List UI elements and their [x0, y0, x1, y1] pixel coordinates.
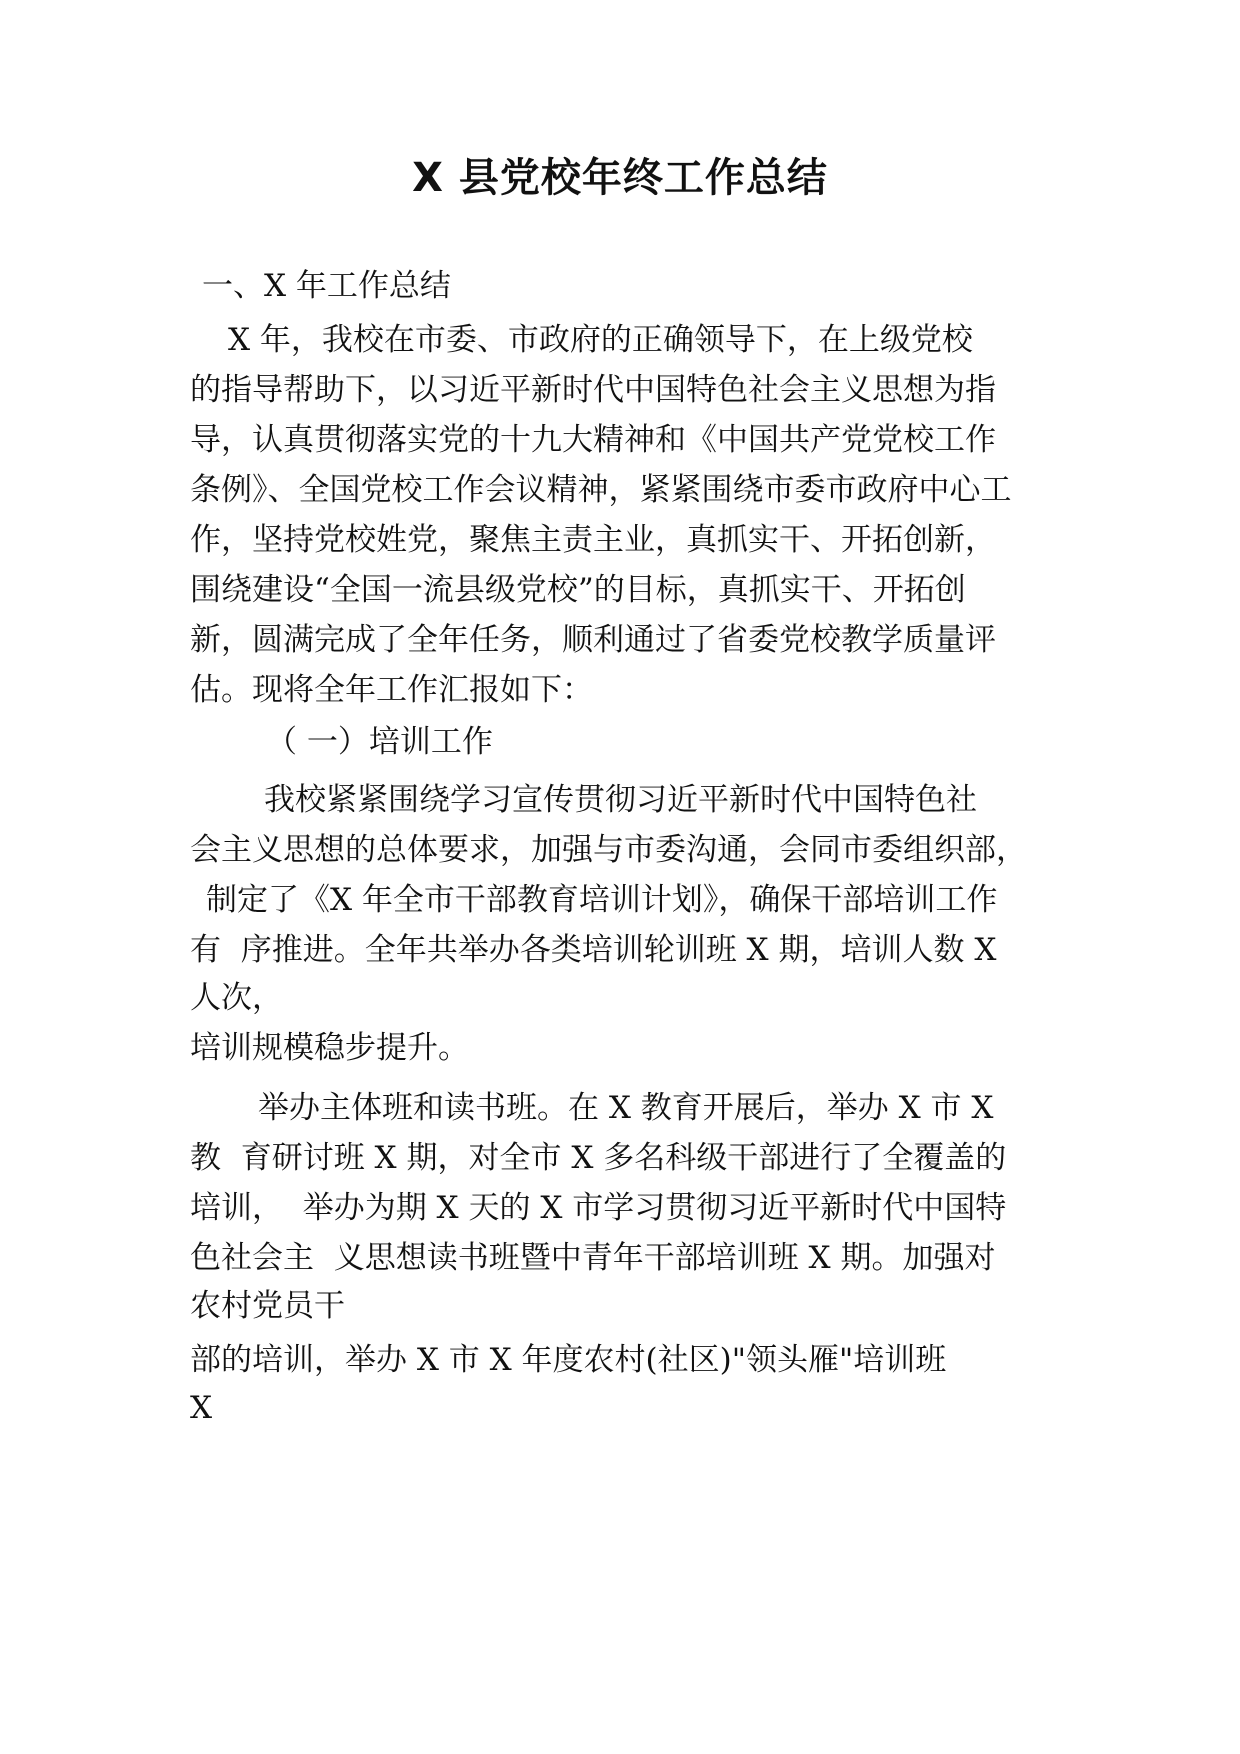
- section-heading-1: 一、X 年工作总结: [202, 268, 451, 304]
- paragraph-line: 有 序推进。全年共举办各类培训轮训班 X 期，培训人数 X: [190, 932, 997, 968]
- paragraph-line: 导，认真贯彻落实党的十九大精神和《中国共产党党校工作: [190, 422, 996, 458]
- paragraph-line: 的指导帮助下，以习近平新时代中国特色社会主义思想为指: [190, 372, 996, 408]
- paragraph-line: X: [190, 1390, 213, 1426]
- document-title: X 县党校年终工作总结: [412, 155, 828, 201]
- paragraph-line: 围绕建设“全国一流县级党校”的目标，真抓实干、开拓创: [190, 572, 966, 608]
- paragraph-line: X 年，我校在市委、市政府的正确领导下，在上级党校: [228, 322, 973, 358]
- paragraph-line: 作，坚持党校姓党，聚焦主责主业，真抓实干、开拓创新，: [190, 522, 996, 558]
- paragraph-line: 举办主体班和读书班。在 X 教育开展后，举办 X 市 X: [258, 1090, 994, 1126]
- paragraph-line: 人次，: [190, 980, 283, 1016]
- paragraph-line: 新，圆满完成了全年任务，顺利通过了省委党校教学质量评: [190, 622, 996, 658]
- paragraph-line: 色社会主 义思想读书班暨中青年干部培训班 X 期。加强对: [190, 1240, 996, 1276]
- paragraph-line: 部的培训，举办 X 市 X 年度农村(社区)"领头雁"培训班: [190, 1342, 947, 1378]
- paragraph-line: 我校紧紧围绕学习宣传贯彻习近平新时代中国特色社: [264, 782, 977, 818]
- paragraph-line: 估。现将全年工作汇报如下：: [190, 672, 593, 708]
- paragraph-line: 制定了《X 年全市干部教育培训计划》，确保干部培训工作: [206, 882, 998, 918]
- paragraph-line: 会主义思想的总体要求，加强与市委沟通，会同市委组织部，: [190, 832, 1027, 868]
- paragraph-line: 培训， 举办为期 X 天的 X 市学习贯彻习近平新时代中国特: [190, 1190, 1007, 1226]
- paragraph-line: 教 育研讨班 X 期，对全市 X 多名科级干部进行了全覆盖的: [190, 1140, 1007, 1176]
- paragraph-line: 条例》、全国党校工作会议精神，紧紧围绕市委市政府中心工: [190, 472, 1012, 508]
- paragraph-line: 农村党员干: [190, 1288, 345, 1324]
- subsection-heading: （ 一）培训工作: [266, 724, 493, 760]
- paragraph-line: 培训规模稳步提升。: [190, 1030, 469, 1066]
